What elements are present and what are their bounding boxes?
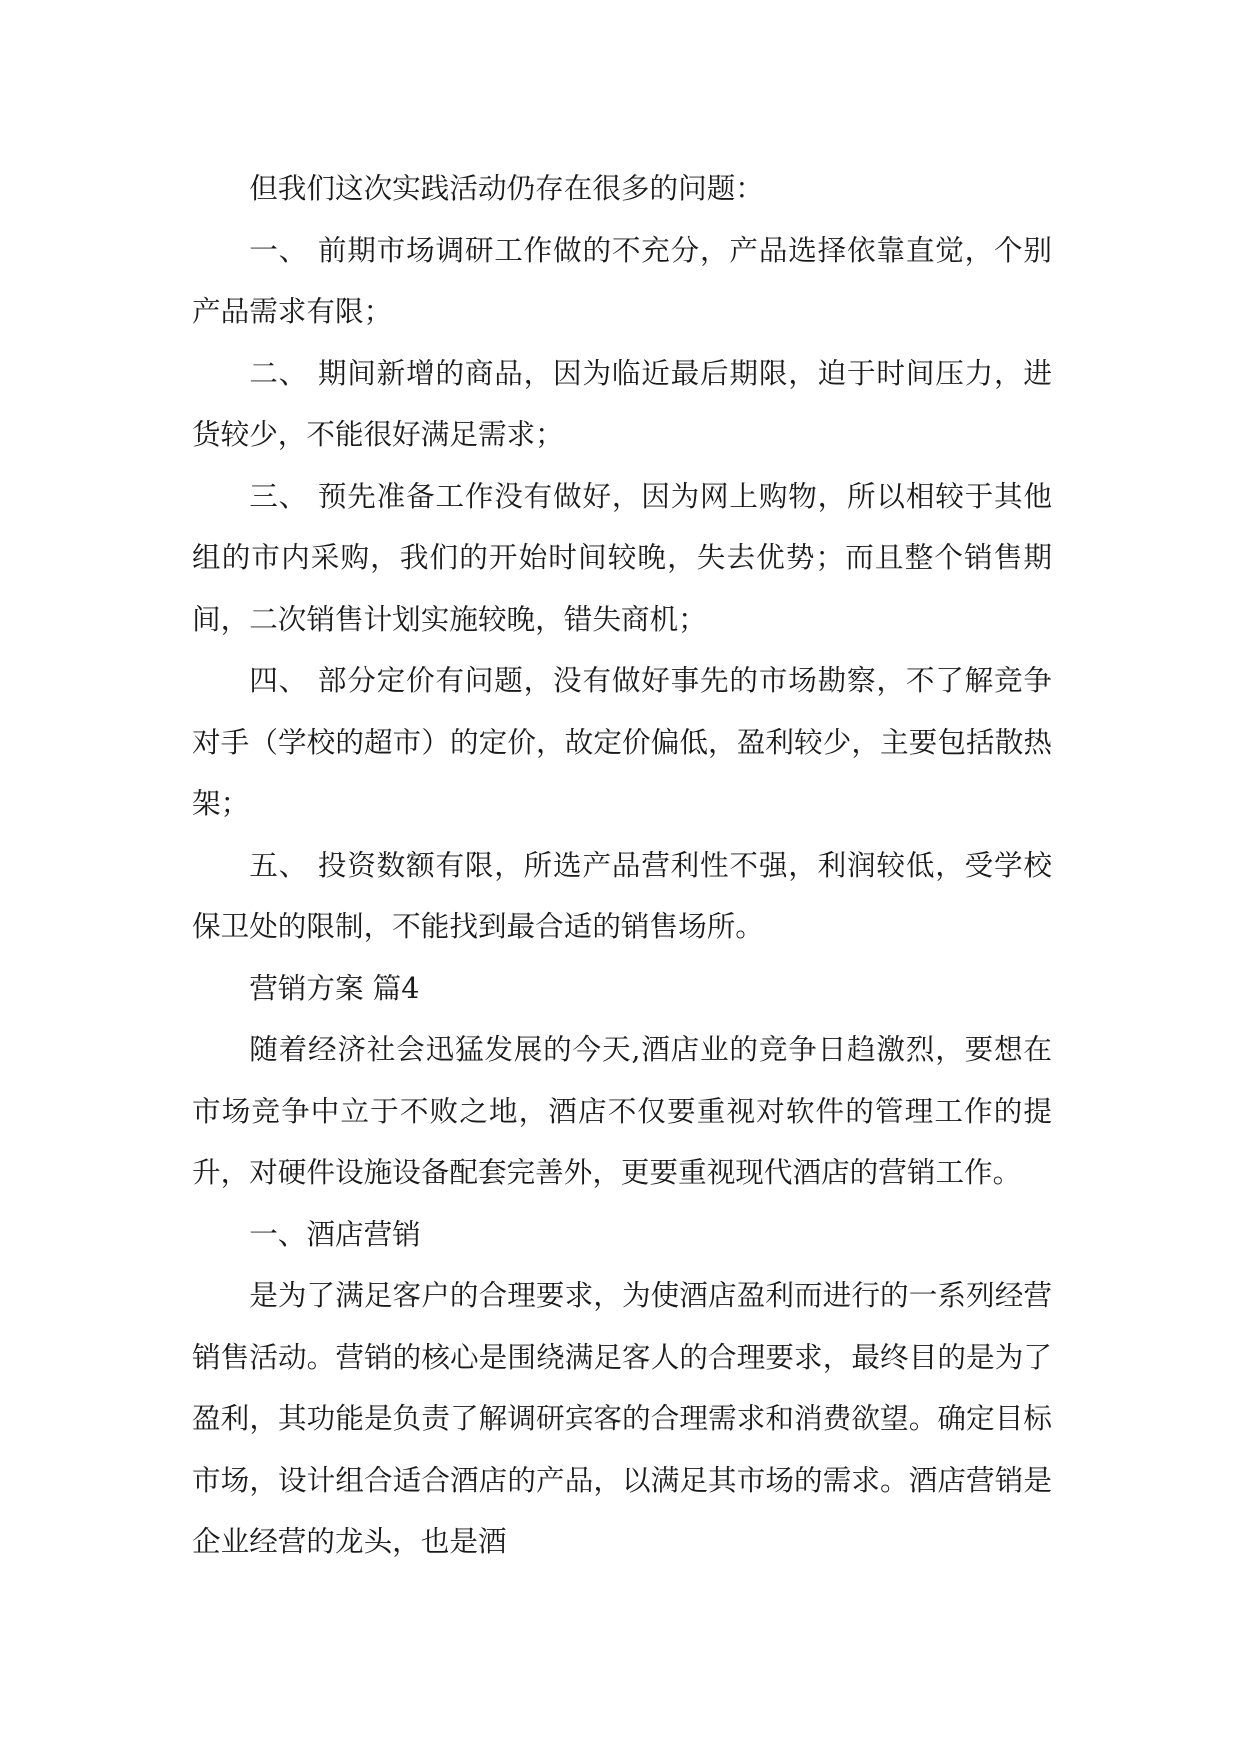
paragraph-problem-4: 四、 部分定价有问题，没有做好事先的市场勘察，不了解竞争对手（学校的超市）的定价，故定价偏低，盈利较少，主要包括散热架； [192, 663, 1052, 820]
subheading-hotel-marketing: 一、酒店营销 [249, 1216, 421, 1251]
paragraph-hotel-marketing-definition: 是为了满足客户的合理要求，为使酒店盈利而进行的一系列经营销售活动。营销的核心是围绕满足客人的合理要求，最终目的是为了盈利，其功能是负责了解调研宾客的合理需求和消费欲望。确定目标市场，设计组合适合酒店的产品，以满足其市场的需求。酒店营销是企业经营的龙头，也是酒 [192, 1278, 1052, 1558]
paragraph-problem-2: 二、 期间新增的商品，因为临近最后期限，迫于时间压力，进货较少，不能很好满足需求； [192, 355, 1052, 451]
section-heading-plan-4: 营销方案 篇4 [249, 970, 420, 1005]
document-body [192, 158, 1052, 1573]
paragraph-hotel-intro: 随着经济社会迅猛发展的今天,酒店业的竞争日趋激烈，要想在市场竞争中立于不败之地，酒店不仅要重视对软件的管理工作的提升，对硬件设施设备配套完善外，更要重视现代酒店的营销工作。 [192, 1032, 1052, 1189]
paragraph-problem-5: 五、 投资数额有限，所选产品营利性不强，利润较低，受学校保卫处的限制，不能找到最合适的销售场所。 [192, 847, 1052, 943]
paragraph-problem-1: 一、 前期市场调研工作做的不充分，产品选择依靠直觉，个别产品需求有限； [192, 232, 1052, 328]
paragraph-problems-intro: 但我们这次实践活动仍存在很多的问题： [249, 171, 764, 205]
paragraph-problem-3: 三、 预先准备工作没有做好，因为网上购物，所以相较于其他组的市内采购，我们的开始时间较晚，失去优势；而且整个销售期间，二次销售计划实施较晚，错失商机； [192, 478, 1052, 636]
